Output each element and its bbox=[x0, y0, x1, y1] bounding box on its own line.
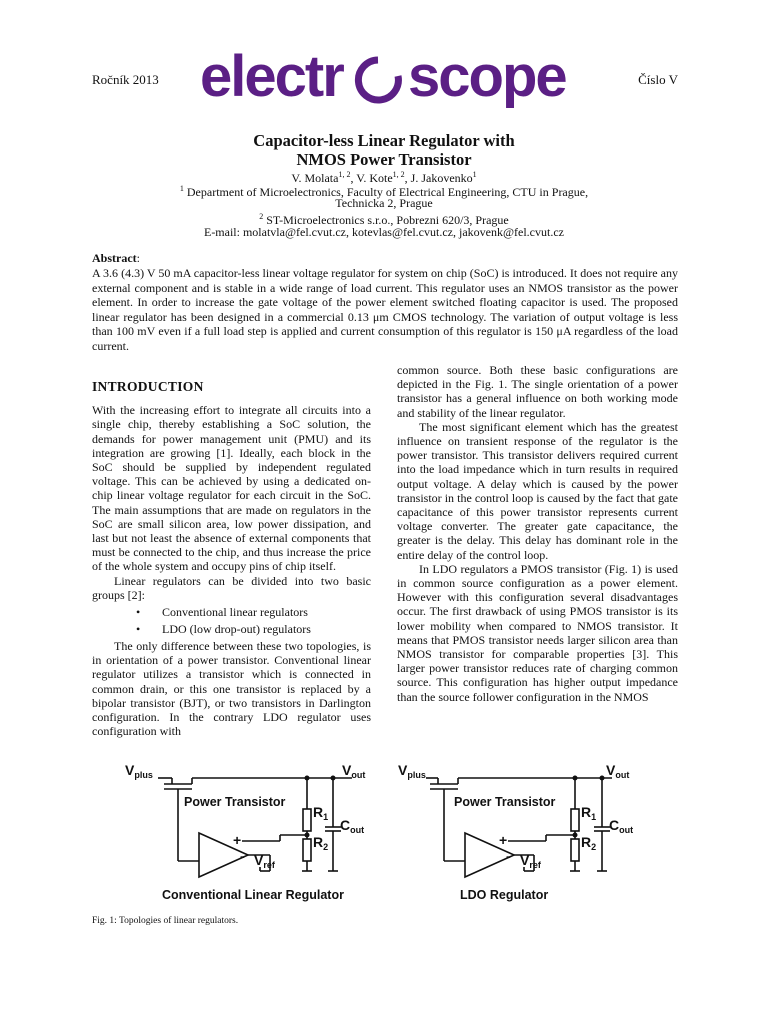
cout-label: $C_{out}$ bbox=[340, 817, 365, 835]
affiliation-2-sup: 2 bbox=[259, 212, 264, 221]
label-ldo: LDO Regulator bbox=[460, 888, 549, 902]
right-column bbox=[397, 363, 678, 704]
paper-title-line2: NMOS Power Transistor bbox=[296, 150, 472, 169]
issue-label: Číslo V bbox=[638, 72, 678, 87]
logo-text-right: scope bbox=[408, 44, 566, 109]
affiliation-1-sup: 1 bbox=[179, 184, 184, 193]
author-3-sup: 1 bbox=[472, 170, 477, 179]
power-transistor-label: Power Transistor bbox=[184, 795, 286, 809]
plus-sign: + bbox=[499, 832, 508, 848]
intro-paragraph-3: The only difference between these two topologies, is in orientation of a power transistor. Conventional linear regulator utilizes a transistor which is connected in common drain, or this one transistor is replaced by a bipolar transistor (BJT), or two transistors in Darlington configuration. In the contrary LDO regulator uses configuration with bbox=[92, 639, 371, 739]
vref-label: $V_{ref}$ bbox=[520, 852, 541, 870]
right-paragraph-1: common source. Both these basic configurations are depicted in the Fig. 1. The single orientation of a power transistor has a general influence on both working mode and stability of the linear regulator. bbox=[397, 363, 678, 420]
regulator-types-list bbox=[92, 604, 371, 637]
vref-label: $V_{ref}$ bbox=[254, 852, 275, 870]
author-1-sup: 1, 2 bbox=[338, 170, 351, 179]
section-heading-introduction: INTRODUCTION bbox=[92, 379, 204, 394]
r1-label: $R_1$ bbox=[581, 804, 597, 822]
electroscope-logo bbox=[200, 40, 570, 118]
minus-sign: - bbox=[506, 848, 511, 864]
right-paragraph-3: In LDO regulators a PMOS transistor (Fig. 1) is used in common source configuration as a power element. However with this configuration several disadvantages occur. The first drawback of using PMOS transistor is its lower mobility when compared to NMOS transistor. It means that PMOS transistor needs larger silicon area than NMOS transistor for comparable properties [3]. This larger power transistor reduces rate of charging common source. This configuration has higher output impedance than the source follower configuration in the NMOS bbox=[397, 561, 678, 704]
left-column bbox=[92, 380, 371, 738]
email-line: E-mail: molatvla@fel.cvut.cz, kotevlas@fel.cvut.cz, jakovenk@fel.cvut.cz bbox=[203, 225, 564, 239]
volume-label: Ročník 2013 bbox=[92, 72, 159, 87]
author-1: V. Molata bbox=[291, 171, 339, 185]
intro-paragraph-2: Linear regulators can be divided into two basic groups [2]: bbox=[92, 573, 371, 602]
vplus-label: $V_{plus}$ bbox=[398, 762, 426, 780]
list-item: • Conventional linear regulators bbox=[162, 604, 371, 621]
list-item: • LDO (low drop-out) regulators bbox=[162, 621, 371, 638]
minus-sign: - bbox=[240, 848, 245, 864]
logo-text-left: electr bbox=[200, 44, 343, 109]
author-3: , J. Jakovenko bbox=[404, 171, 473, 185]
logo-ring-icon bbox=[358, 60, 398, 100]
author-2: , V. Kote bbox=[350, 171, 393, 185]
affiliation-1-address: Technicka 2, Prague bbox=[335, 196, 433, 210]
right-paragraph-2: The most significant element which has the greatest influence on transient response of the regulator is the power transistor. This transistor delivers required current into the load impedance which in turn results in required output voltage. A delay which is caused by the power transistor in the control loop is caused by the fact that gate capacitance of this power transistor represents current voltage converter. The greater gate capacitance, the greater is the delay. This delay has dominant role in the entire delay of the control loop. bbox=[397, 419, 678, 562]
power-transistor-label: Power Transistor bbox=[454, 795, 556, 809]
r2-label: $R_2$ bbox=[581, 834, 597, 852]
r2-label: $R_2$ bbox=[313, 834, 329, 852]
vout-label: $V_{out}$ bbox=[606, 762, 630, 780]
abstract-text: A 3.6 (4.3) V 50 mA capacitor-less linear voltage regulator for system on chip (SoC) is introduced. It does not require any external component and is stable in a wide range of load current. This regulator uses an NMOS transistor as the power element. In order to increase the gate voltage of the power element switched floating capacitor is used. The proposed linear regulator has been designed in a commercial 0.13 μm CMOS technology. The variation of output voltage is less than 100 mV even if a full load step is applied and current consumption of this regulator is 150 μA regardless of the load current. bbox=[92, 266, 678, 353]
author-2-sup: 1, 2 bbox=[392, 170, 405, 179]
intro-paragraph-1: With the increasing effort to integrate all circuits into a single chip, thereby establishing a SoC solution, the demands for power management unit (PMU) and its integration are growing [1]. Ideally, each block in the SoC should be supplied by independent regulated voltage. This can be achieved by using a dedicated on-chip linear voltage regulator for each circuit in the SoC. The main assumptions that are made on regulators in the SoC are small silicon area, low power dissipation, and last but not least the absence of external components that must be connected to the chip, and thus increase the price of the whole system and occupy pins of chip itself. bbox=[92, 403, 371, 574]
abstract-label: Abstract bbox=[92, 251, 137, 265]
figure-caption: Fig. 1: Topologies of linear regulators. bbox=[92, 916, 239, 926]
vplus-label: $V_{plus}$ bbox=[125, 762, 153, 780]
affiliation-1-text: Department of Microelectronics, Faculty of Electrical Engineering, CTU in Prague, bbox=[186, 185, 589, 199]
affiliation-2-text: ST-Microelectronics s.r.o., Pobrezni 620/3, Prague bbox=[266, 213, 509, 227]
abstract-heading: Abstract: bbox=[92, 251, 140, 265]
r1-label: $R_1$ bbox=[313, 804, 329, 822]
plus-sign: + bbox=[233, 832, 242, 848]
cout-label: $C_{out}$ bbox=[609, 817, 634, 835]
figure-regulator-topologies bbox=[120, 755, 650, 915]
paper-title-line1: Capacitor-less Linear Regulator with bbox=[253, 131, 515, 150]
label-conventional: Conventional Linear Regulator bbox=[162, 888, 344, 902]
circuit-ldo bbox=[426, 778, 612, 877]
vout-label: $V_{out}$ bbox=[342, 762, 366, 780]
